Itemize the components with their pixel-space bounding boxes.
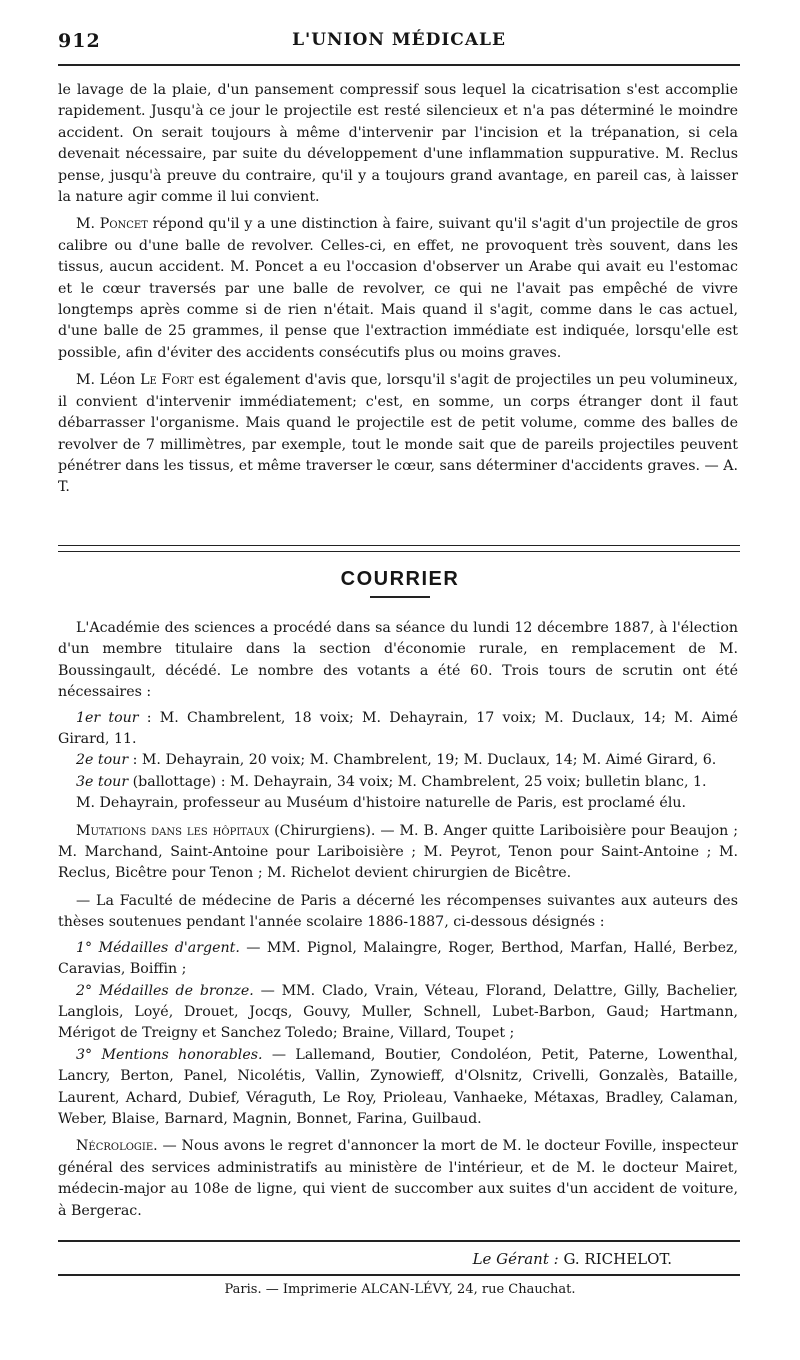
paragraph-academie: L'Académie des sciences a procédé dans sa séance du lundi 12 décembre 1887, à l'élection d'un membre titulaire dans la section d'économie rurale, en remplacement de M. Boussingault, décédé. Le nombre des votants a été 60. Trois tours de scrutin ont été nécessaires : — [58, 620, 738, 701]
paragraph-le-fort — [58, 370, 738, 498]
footer-rule-top — [58, 1240, 740, 1242]
necrologie-text: — Nous avons le regret d'annoncer la mort de M. le docteur Foville, inspecteur général des services administratifs au ministère de l'intérieur, et de M. le docteur Mairet, médecin-major au 108e de ligne, qui vient de succomber aux suites d'un accident de voiture, à Bergerac. — [58, 1138, 738, 1219]
paragraph-poncet — [58, 214, 738, 364]
poncet-text: répond qu'il y a une distinction à faire, suivant qu'il s'agit d'un projectile de gros calibre ou d'une balle de revolver. Celles-ci, en effet, ne provoquent très souvent, dans les tissus, aucun accident. M. Poncet a eu l'occasion d'observer un Arabe qui avait eu l'estomac et le cœur traversés par une balle de revolver, ce qui ne l'avait pas empêché de vivre longtemps après comme si de rien n'était. Mais quand il s'agit, comme dans le cas actuel, d'une balle de 25 grammes, il pense que l'extraction immédiate est indiquée, lorsqu'elle est possible, afin d'éviter des accidents consécutifs plus ou moins graves. — [58, 216, 738, 361]
speaker-le-fort: Le Fort — [140, 372, 194, 389]
footer-rule-bottom — [58, 1274, 740, 1276]
gerant-signature — [473, 1250, 672, 1268]
printer-imprint: Paris. — Imprimerie ALCAN-LÉVY, 24, rue Chauchat. — [224, 1282, 576, 1297]
bronze-label: 2° Médailles de bronze. — [76, 982, 254, 999]
mutations-text: (Chirurgiens). — M. B. Anger quitte Lariboisière pour Beaujon ; M. Marchand, Saint-Antoine pour Lariboisière ; M. Peyrot, Tenon pour Saint-Antoine ; M. Reclus, Bicêtre pour Tenon ; M. Richelot devient chirurgien de Bicêtre. — [58, 822, 738, 882]
bronze-text: — MM. Clado, Vrain, Véteau, Florand, Delattre, Gilly, Bachelier, Langlois, Loyé, Drouet, Jocqs, Gouvy, Muller, Schnell, Lubet-Barbon, Gaud; Hartmann, Mérigot de Treigny et Sanchez Toledo; Braine, Villard, Toupet ; — [58, 982, 738, 1042]
section-divider — [58, 545, 740, 552]
tour-2 — [58, 750, 738, 771]
paragraph-mutations — [58, 821, 738, 885]
mutations-label: Mutations dans les hôpitaux — [76, 822, 270, 839]
election-result: M. Dehayrain, professeur au Muséum d'histoire naturelle de Paris, est proclamé élu. — [76, 795, 686, 812]
le-fort-text: est également d'avis que, lorsqu'il s'agit de projectiles un peu volumineux, il convient d'intervenir immédiatement; c'est, en somme, un corps étranger dont il faut débarrasser l'organisme. Mais quand le projectile est de petit volume, comme des balles de revolver de 7 millimètres, par exemple, tout le monde sait que de pareils projectiles peuvent pénétrer dans les tissus, et même traverser le cœur, sans déterminer d'accidents graves. — A. T. — [58, 372, 738, 496]
tour-3-label: 3e tour — [76, 773, 129, 790]
tour-1-text: : M. Chambrelent, 18 voix; M. Dehayrain, 17 voix; M. Duclaux, 14; M. Aimé Girard, 11. — [58, 709, 738, 748]
header-rule — [58, 64, 740, 66]
tour-1 — [58, 708, 738, 751]
mentions-label: 3° Mentions honorables. — [76, 1046, 263, 1063]
speaker-poncet: M. Poncet — [76, 216, 148, 233]
tour-2-label: 2e tour — [76, 752, 129, 769]
article-continuation — [58, 80, 738, 505]
medailles-argent — [58, 938, 738, 981]
section-title-underline — [370, 596, 430, 598]
gerant-name: G. RICHELOT. — [563, 1250, 672, 1268]
necrologie-label: Nécrologie. — [76, 1138, 158, 1155]
paragraph-faculte: — La Faculté de médecine de Paris a décerné les récompenses suivantes aux auteurs des thèses soutenues pendant l'année scolaire 1886-1887, ci-dessous désignés : — [58, 892, 738, 931]
le-fort-prefix: M. Léon — [76, 372, 141, 389]
paragraph-necrologie — [58, 1136, 738, 1222]
tour-3 — [58, 772, 738, 793]
mentions-text: — Lallemand, Boutier, Condoléon, Petit, Paterne, Lowenthal, Lancry, Berton, Panel, Nicolétis, Vallin, Zynowieff, d'Olsnitz, Crivelli, Gonzalès, Bataille, Laurent, Achard, Dubief, Véraguth, Le Roy, Prioleau, Vanhaeke, Métaxas, Bradley, Calaman, Weber, Blaise, Barnard, Magnin, Bonnet, Farina, Guilbaud. — [58, 1046, 738, 1127]
tour-2-text: : M. Dehayrain, 20 voix; M. Chambrelent, 19; M. Duclaux, 14; M. Aimé Girard, 6. — [128, 752, 717, 769]
argent-label: 1° Médailles d'argent. — [76, 939, 240, 956]
mentions-honorables — [58, 1045, 738, 1131]
argent-text: — MM. Pignol, Malaingre, Roger, Berthod, Marfan, Hallé, Berbez, Caravias, Boiffin ; — [58, 939, 739, 978]
courrier-section — [58, 618, 738, 1226]
paragraph-reclus: le lavage de la plaie, d'un pansement compressif sous lequel la cicatrisation s'est accomplie rapidement. Jusqu'à ce jour le projectile est resté silencieux et n'a pas déterminé le moindre accident. On serait toujours à même d'intervenir par l'incision et la trépanation, si cela devenait nécessaire, par suite du développement d'une inflammation suppurative. M. Reclus pense, jusqu'à preuve du contraire, qu'il y a toujours grand avantage, en pareil cas, à laisser la nature agir comme il lui convient. — [58, 82, 738, 206]
tour-1-label: 1er tour — [76, 709, 139, 726]
medailles-bronze — [58, 981, 738, 1045]
gerant-label: Le Gérant : — [472, 1250, 559, 1268]
running-title: L'UNION MÉDICALE — [292, 30, 506, 50]
tour-3-text: (ballottage) : M. Dehayrain, 34 voix; M. Chambrelent, 25 voix; bulletin blanc, 1. — [128, 773, 707, 790]
page-header — [58, 30, 740, 58]
section-title-courrier: COURRIER — [340, 568, 460, 590]
page-number: 912 — [58, 30, 101, 52]
